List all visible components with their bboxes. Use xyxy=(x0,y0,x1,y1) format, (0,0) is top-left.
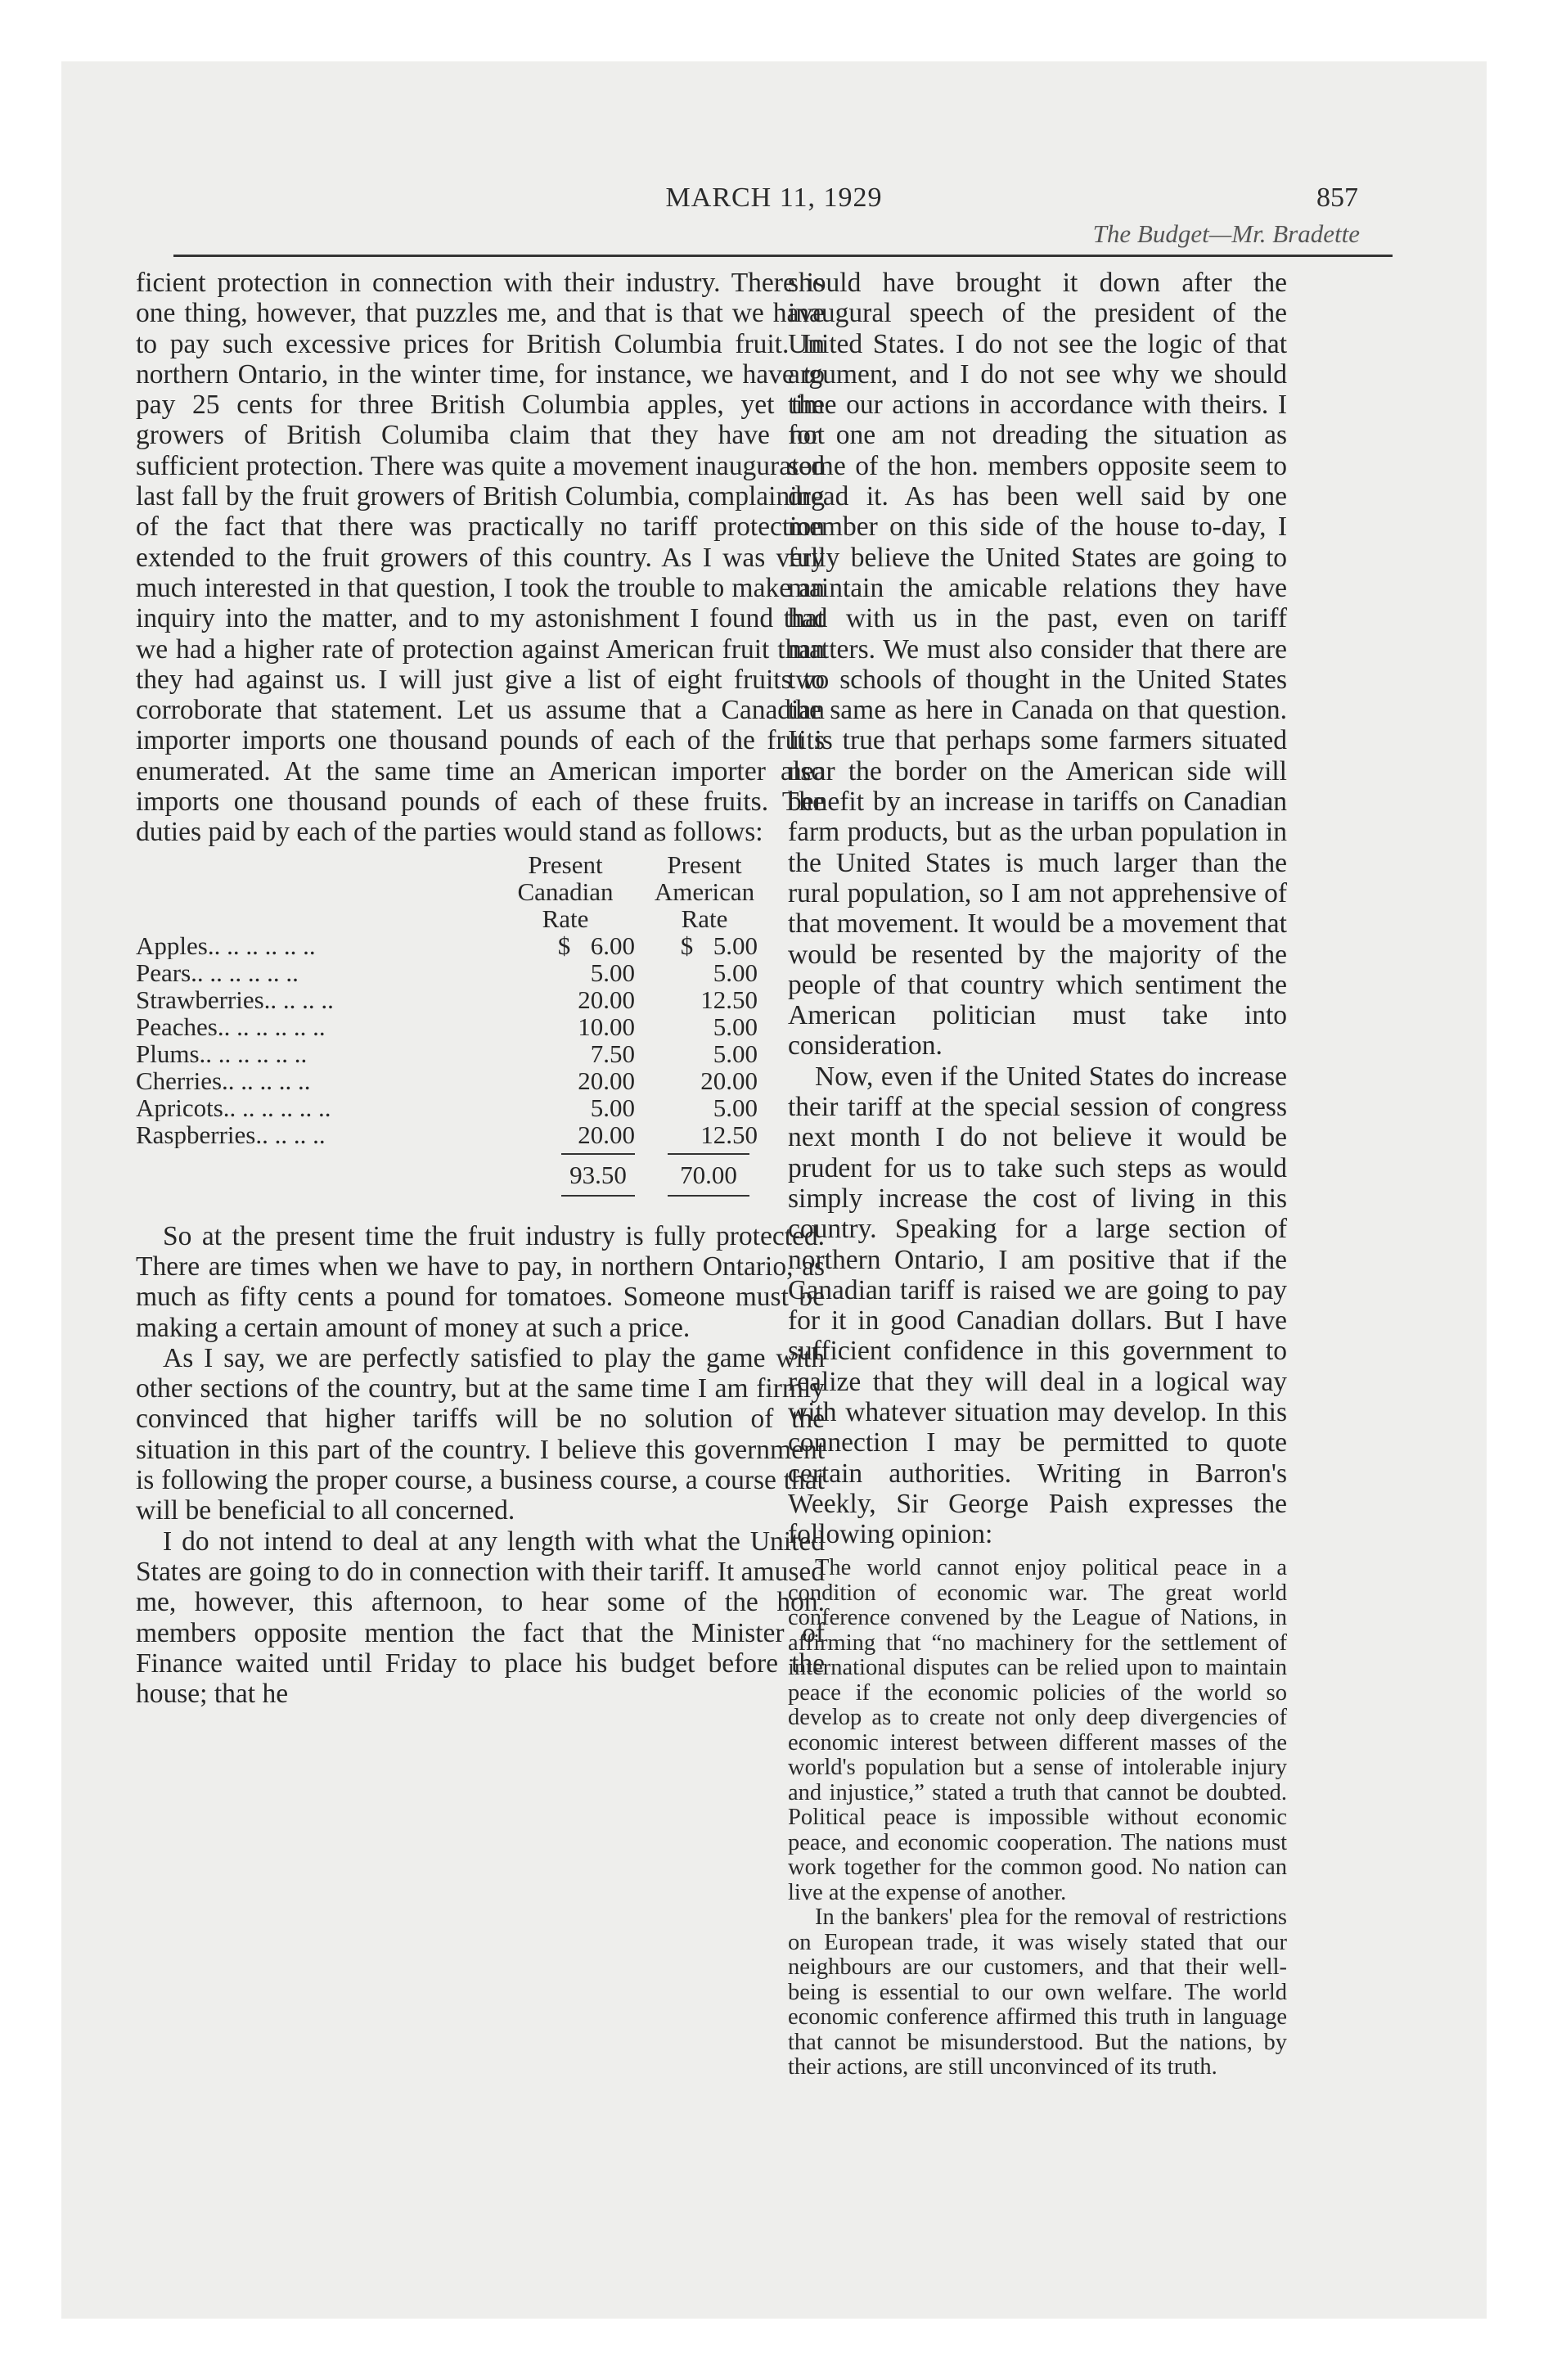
table-body xyxy=(136,932,825,1148)
table-row: Cherries.. .. .. .. .. 20.00 20.00 xyxy=(136,1066,758,1095)
block-quote xyxy=(788,1556,1287,2080)
running-head: The Budget—Mr. Bradette xyxy=(1092,219,1360,248)
table-row: Plums.. .. .. .. .. .. 7.50 5.00 xyxy=(136,1039,758,1068)
header-rule xyxy=(173,255,1393,257)
paragraph: As I say, we are perfectly satisfied to play the game with other sections of the country, but at the same time I am firmly convinced that higher tariffs will be no solution of the situation in this part of the country. I believe this government is following the proper course, a business course, a course that will be beneficial to all concerned. xyxy=(136,1342,825,1526)
table-row: Pears.. .. .. .. .. .. 5.00 5.00 xyxy=(136,958,758,987)
quote-paragraph: The world cannot enjoy political peace in a condition of economic war. The great world conference convened by the League of Nations, in affirming that “no machinery for the settlement of international disputes can be relied upon to maintain peace if the economic policies of the world so develop as to create not only deep divergencies of economic interest between different masses of the world's population but a sense of intolerable injury and injustice,” stated a truth that cannot be doubted. Political peace is impossible without economic peace, and economic cooperation. The nations must work together for the common good. No nation can live at the expense of another. xyxy=(788,1555,1287,1905)
table-row: Apricots.. .. .. .. .. .. 5.00 5.00 xyxy=(136,1093,758,1122)
page-number: 857 xyxy=(1316,183,1358,213)
right-column xyxy=(788,268,1287,2080)
header-canadian-rate: Present Canadian Rate xyxy=(517,850,614,933)
quote-paragraph: In the bankers' plea for the removal of restrictions on European trade, it was wisely stated that our neighbours are our customers, and that their well-being is essential to our own welfare. The world economic conference affirmed this truth in language that cannot be misunderstood. But the nations, by their actions, are still unconvinced of its truth. xyxy=(788,1904,1287,2080)
left-column xyxy=(136,268,825,1709)
tariff-table xyxy=(136,851,825,1197)
paragraph: I do not intend to deal at any length with what the United States are going to do in connection with their tariff. It amused me, however, this afternoon, to hear some of the hon. members opposite mention the fact that the Minister of Finance waited until Friday to place his budget before the house; that he xyxy=(136,1526,825,1710)
total-canadian: 93.50 xyxy=(561,1153,635,1197)
page-date: MARCH 11, 1929 xyxy=(665,183,883,213)
header-american-rate: Present American Rate xyxy=(654,850,755,933)
table-totals xyxy=(136,1153,825,1197)
table-row: Apples.. .. .. .. .. .. $ 6.00 $ 5.00 xyxy=(136,931,758,960)
table-row: Peaches.. .. .. .. .. .. 10.00 5.00 xyxy=(136,1012,758,1041)
total-american: 70.00 xyxy=(668,1153,749,1197)
paragraph: So at the present time the fruit industry is fully protected. There are times when we have to pay, in northern Ontario, as much as fifty cents a pound for tomatoes. Someone must be making a certain amount of money at such a price. xyxy=(136,1220,825,1343)
table-row: Strawberries.. .. .. .. 20.00 12.50 xyxy=(136,985,758,1014)
paragraph: ficient protection in connection with their industry. There is one thing, however, that puzzles me, and that is that we have to pay such excessive prices for British Columbia fruit. In northern Ontario, in the winter time, for instance, we have to pay 25 cents for three British Columbia apples, yet the growers of British Columiba claim that they have not sufficient protection. There was quite a movement inaugurated last fall by the fruit growers of British Columbia, complaining of the fact that there was practically no tariff protection extended to the fruit growers of this country. As I was very much interested in that question, I took the trouble to make an inquiry into the matter, and to my astonishment I found that we had a higher rate of protection against American fruit than they had against us. I will just give a list of eight fruits to corroborate that statement. Let us assume that a Canadian importer imports one thousand pounds of each of the fruits enumerated. At the same time an American importer also imports one thousand pounds of each of these fruits. The duties paid by each of the parties would stand as follows: xyxy=(136,268,825,848)
paragraph: Now, even if the United States do increase their tariff at the special session of congress next month I do not believe it would be prudent for us to take such steps as would simply increase the cost of living in this country. Speaking for a large section of northern Ontario, I am positive that if the Canadian tariff is raised we are going to pay for it in good Canadian dollars. But I have sufficient confidence in this government to realize that they will deal in a logical way with whatever situation may develop. In this connection I may be permitted to quote certain authorities. Writing in Barron's Weekly, Sir George Paish expresses the following opinion: xyxy=(788,1061,1287,1550)
paragraph: should have brought it down after the inaugural speech of the president of the United States. I do not see the logic of that argument, and I do not see why we should time our actions in accordance with theirs. I for one am not dreading the situation as some of the hon. members opposite seem to dread it. As has been well said by one member on this side of the house to-day, I fully believe the United States are going to maintain the amicable relations they have had with us in the past, even on tariff matters. We must also consider that there are two schools of thought in the United States the same as here in Canada on that question. It is true that perhaps some farmers situated near the border on the American side will benefit by an increase in tariffs on Canadian farm products, but as the urban population in the United States is much larger than the rural population, so I am not apprehensive of that movement. It would be a movement that would be resented by the majority of the people of that country which sentiment the American politician must take into consideration. xyxy=(788,268,1287,1062)
scanned-page xyxy=(61,61,1487,2319)
table-row: Raspberries.. .. .. .. 20.00 12.50 xyxy=(136,1120,758,1149)
table-header xyxy=(136,851,825,932)
